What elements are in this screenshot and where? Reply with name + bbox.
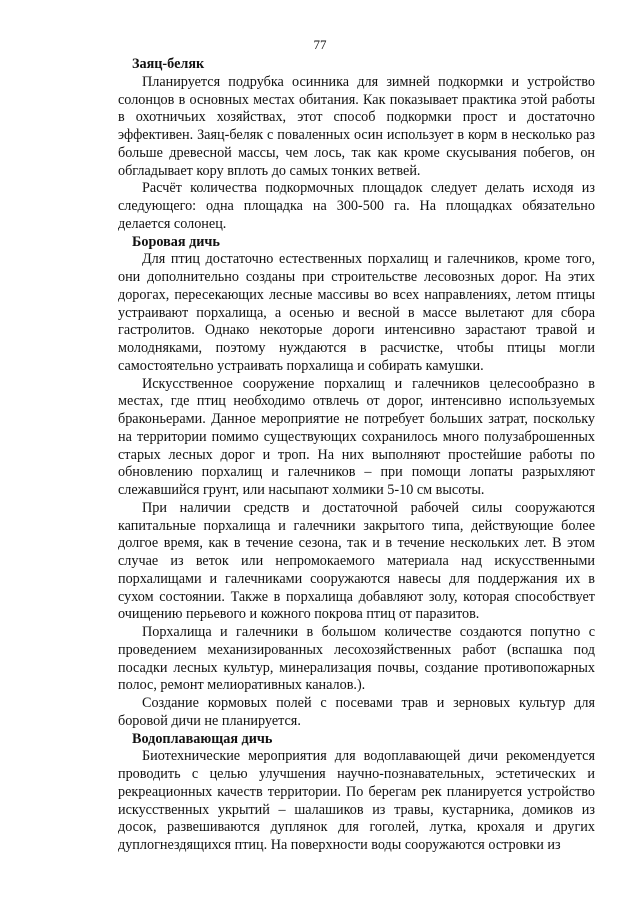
paragraph: Искусственное сооружение порхалищ и галечников целесообразно в местах, где птиц необходимо отвлечь от дорог, интенсивно используемых браконьерами. Данное мероприятие не потребует больших затрат, поскольку на территории помимо существующих сохранилось много полузаброшенных старых лесных дорог и троп. На них выполняют простейшие работы по обновлению порхалищ и галечников – при помощи лопаты разрыхляют слежавшийся грунт, или насыпают холмики 5-10 см высоты. bbox=[118, 375, 595, 498]
paragraph: Создание кормовых полей с посевами трав и зерновых культур для боровой дичи не планируется. bbox=[118, 695, 595, 729]
paragraph: Биотехнические мероприятия для водоплавающей дичи рекомендуется проводить с целью улучшения научно-познавательных, эстетических и рекреационных качеств территории. По берегам рек планируется устройство искусственных укрытий – шалашиков из травы, кустарника, домиков из досок, развешиваются дуплянок для гоголей, лутка, крохаля и других дуплогнездящихся птиц. На поверхности воды сооружаются островки из bbox=[118, 748, 595, 853]
page-number: 77 bbox=[313, 37, 327, 52]
paragraph: Планируется подрубка осинника для зимней подкормки и устройство солонцов в основных местах обитания. Как показывает практика этой работы в охотничьих хозяйствах, этот способ подкормки прост и достаточно эффективен. Заяц-беляк с поваленных осин использует в корм в несколько раз больше древесной массы, чем лось, так как кроме скусывания побегов, он обгладывает кору вплоть до самых тонких ветвей. bbox=[118, 73, 595, 179]
document-body bbox=[118, 56, 595, 855]
paragraph: Для птиц достаточно естественных порхалищ и галечников, кроме того, они дополнительно созданы при строительстве лесовозных дорог. На этих дорогах, пересекающих лесные массивы во всех направлениях, летом птицы устраивают порхалища, а осенью и весной в массе вылетают для сбора гастролитов. Однако некоторые дороги интенсивно зарастают травой и молодняками, поэтому нуждаются в расчистке, чтобы птицы могли самостоятельно устраивать порхалища и собирать камушки. bbox=[118, 251, 595, 374]
section-heading-vodoplavayushchaya-dich: Водоплавающая дичь bbox=[132, 730, 273, 747]
section-heading-borovaya-dich: Боровая дичь bbox=[132, 233, 220, 250]
section-heading-zayats-belyak: Заяц-беляк bbox=[132, 56, 205, 72]
paragraph: Порхалища и галечники в большом количестве создаются попутно с проведением механизированных лесохозяйственных работ (вспашка под посадки лесных культур, минерализация почвы, создание противопожарных полос, ремонт мелиоративных каналов.). bbox=[118, 624, 595, 694]
paragraph: Расчёт количества подкормочных площадок следует делать исходя из следующего: одна площадка на 300-500 га. На площадках обязательно делается солонец. bbox=[118, 180, 595, 232]
paragraph: При наличии средств и достаточной рабочей силы сооружаются капитальные порхалища и галечники закрытого типа, действующие более долгое время, как в течение сезона, так и в течение нескольких лет. В этом случае из веток или непромокаемого материала над искусственными порхалищами и галечниками сооружаются навесы для поддержания их в сухом состоянии. Также в порхалища добавляют золу, которая способствует очищению перьевого и кожного покрова птиц от паразитов. bbox=[118, 499, 595, 623]
